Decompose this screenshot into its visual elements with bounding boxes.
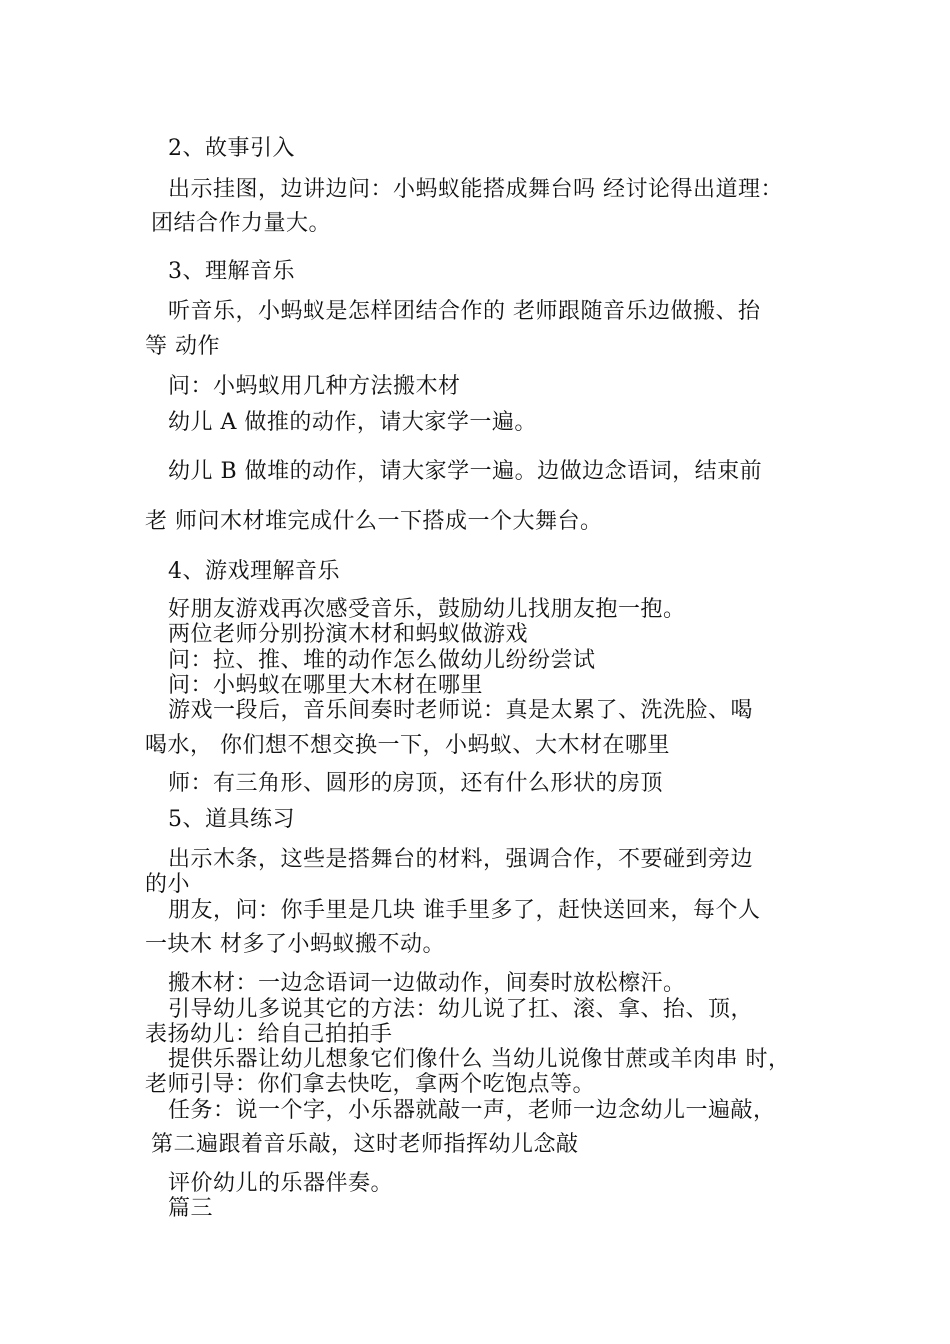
paragraph-line: 问：小蚂蚁用几种方法搬木材 bbox=[168, 374, 461, 399]
paragraph-line: 的小 bbox=[145, 872, 191, 897]
paragraph-line: 表扬幼儿：给自己拍拍手 bbox=[145, 1022, 393, 1047]
section-heading: 篇三 bbox=[168, 1196, 214, 1221]
paragraph-line: 喝水， 你们想不想交换一下，小蚂蚁、大木材在哪里 bbox=[145, 733, 670, 758]
section-heading: 5、道具练习 bbox=[168, 807, 295, 832]
paragraph-line: 问：小蚂蚁在哪里大木材在哪里 bbox=[168, 673, 484, 698]
paragraph-line: 团结合作力量大。 bbox=[151, 211, 332, 236]
paragraph-line: 任务：说一个字，小乐器就敲一声，老师一边念幼儿一遍敲， bbox=[168, 1098, 776, 1123]
paragraph-line: 师：有三角形、圆形的房顶，还有什么形状的房顶 bbox=[168, 771, 664, 796]
paragraph-line: 老 师问木材堆完成什么一下搭成一个大舞台。 bbox=[145, 509, 603, 534]
paragraph-line: 等 动作 bbox=[145, 334, 220, 359]
section-heading: 3、理解音乐 bbox=[168, 259, 295, 284]
paragraph-line: 出示木条，这些是搭舞台的材料，强调合作，不要碰到旁边 bbox=[168, 847, 754, 872]
paragraph-line: 两位老师分别扮演木材和蚂蚁做游戏 bbox=[168, 622, 529, 647]
section-heading: 2、故事引入 bbox=[168, 136, 295, 161]
paragraph-line: 好朋友游戏再次感受音乐，鼓励幼儿找朋友抱一抱。 bbox=[168, 597, 686, 622]
paragraph-line: 出示挂图，边讲边问：小蚂蚁能搭成舞台吗 经讨论得出道理： bbox=[168, 177, 783, 202]
paragraph-line: 朋友，问：你手里是几块 谁手里多了，赶快送回来，每个人 bbox=[168, 898, 761, 923]
paragraph-line: 幼儿 A 做推的动作，请大家学一遍。 bbox=[168, 410, 537, 435]
paragraph-line: 听音乐，小蚂蚁是怎样团结合作的 老师跟随音乐边做搬、抬 bbox=[168, 299, 761, 324]
paragraph-line: 幼儿 B 做堆的动作，请大家学一遍。边做边念语词，结束前 bbox=[168, 459, 763, 484]
section-heading: 4、游戏理解音乐 bbox=[168, 559, 340, 584]
paragraph-line: 引导幼儿多说其它的方法：幼儿说了扛、滚、拿、抬、顶， bbox=[168, 997, 754, 1022]
paragraph-line: 问：拉、推、堆的动作怎么做幼儿纷纷尝试 bbox=[168, 648, 596, 673]
paragraph-line: 老师引导：你们拿去快吃，拿两个吃饱点等。 bbox=[145, 1072, 596, 1097]
paragraph-line: 搬木材：一边念语词一边做动作，间奏时放松檫汗。 bbox=[168, 971, 686, 996]
paragraph-line: 游戏一段后，音乐间奏时老师说：真是太累了、洗洗脸、喝 bbox=[168, 698, 754, 723]
paragraph-line: 第二遍跟着音乐敲，这时老师指挥幼儿念敲 bbox=[151, 1132, 579, 1157]
paragraph-line: 一块木 材多了小蚂蚁搬不动。 bbox=[145, 932, 445, 957]
paragraph-line: 提供乐器让幼儿想象它们像什么 当幼儿说像甘蔗或羊肉串 时， bbox=[168, 1047, 791, 1072]
paragraph-line: 评价幼儿的乐器伴奏。 bbox=[168, 1171, 394, 1196]
